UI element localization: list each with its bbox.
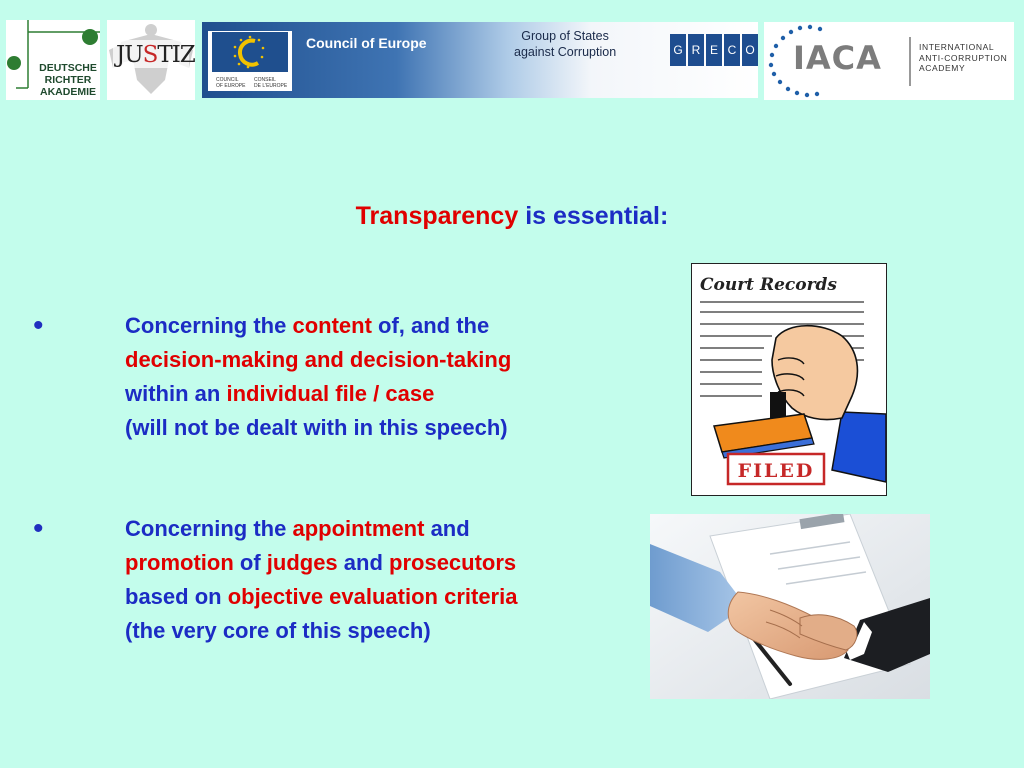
iaca-name: IACA <box>793 39 882 77</box>
title-segment-2: is essential: <box>518 202 669 230</box>
handshake-illustration <box>650 514 930 699</box>
bullet-1-text <box>125 309 511 445</box>
text-segment: content <box>292 313 372 338</box>
greco-subtitle-2: against Corruption <box>514 45 617 59</box>
greco-letter-o: O <box>742 34 758 66</box>
text-segment: of, and the <box>371 313 490 338</box>
bullet-2-line-3 <box>125 580 517 614</box>
drak-line-2: RICHTER <box>44 74 92 86</box>
text-segment: (the very core of this speech) <box>125 618 431 643</box>
coe-small-right-2: DE L'EUROPE <box>254 83 288 89</box>
iaca-line-3: ACADEMY <box>919 63 966 73</box>
iaca-line-1: INTERNATIONAL <box>919 42 995 52</box>
text-segment: promotion <box>125 550 234 575</box>
bullet-2-line-1 <box>125 512 517 546</box>
text-segment: judges <box>266 550 338 575</box>
text-segment: Concerning the <box>125 313 293 338</box>
iaca-logo <box>764 22 1014 100</box>
greco-letter-e: E <box>706 34 722 66</box>
text-segment: based on <box>125 584 228 609</box>
court-records-illustration <box>692 264 886 495</box>
greco-letter-c: C <box>724 34 740 66</box>
coe-small-right-1: CONSEIL <box>254 77 276 83</box>
bullet-2-line-4 <box>125 614 517 648</box>
bullet-1-dot: • <box>33 309 44 342</box>
filed-stamp-text: FILED <box>737 460 815 482</box>
text-segment: appointment <box>292 516 425 541</box>
slide-title <box>0 202 1024 231</box>
justiz-text-pre: JU <box>116 42 143 68</box>
greco-subtitle-1: Group of States <box>521 29 609 43</box>
handshake-photo <box>650 514 930 699</box>
text-segment: of <box>233 550 267 575</box>
text-segment: individual file / case <box>226 381 435 406</box>
coe-title: Council of Europe <box>306 35 427 51</box>
bullet-1-line-2 <box>125 343 511 377</box>
text-segment: prosecutors <box>389 550 517 575</box>
text-segment: decision-making and decision-taking <box>125 347 512 372</box>
court-records-heading: Court Records <box>700 275 838 295</box>
text-segment: objective evaluation criteria <box>227 584 518 609</box>
coe-small-left-2: OF EUROPE <box>216 83 246 89</box>
title-segment-1: Transparency <box>355 202 519 230</box>
court-records-image <box>691 263 887 496</box>
bullet-1-line-3 <box>125 377 511 411</box>
text-segment: (will not be dealt with in this speech) <box>125 415 508 440</box>
greco-letter-g: G <box>670 34 686 66</box>
text-segment: and <box>337 550 390 575</box>
text-segment: Concerning the <box>125 516 293 541</box>
justiz-logo <box>107 20 195 100</box>
text-segment: within an <box>125 381 227 406</box>
drak-line-1: DEUTSCHE <box>39 62 97 74</box>
bullet-2-text <box>125 512 517 648</box>
justiz-text-s: S <box>142 42 158 68</box>
coe-greco-banner <box>202 22 758 98</box>
bullet-1-line-4 <box>125 411 511 445</box>
bullet-2-line-2 <box>125 546 517 580</box>
coe-emblem-icon <box>212 32 288 74</box>
greco-letter-r: R <box>688 34 704 66</box>
deutsche-richterakademie-logo <box>6 20 100 100</box>
text-segment: and <box>424 516 470 541</box>
bullet-1-line-1 <box>125 309 511 343</box>
coe-small-left-1: COUNCIL <box>216 77 239 83</box>
justiz-text-post: TIZ <box>157 42 195 68</box>
bullet-2-dot: • <box>33 512 44 545</box>
drak-line-3: AKADEMIE <box>39 86 96 98</box>
iaca-line-2: ANTI-CORRUPTION <box>919 52 1008 63</box>
